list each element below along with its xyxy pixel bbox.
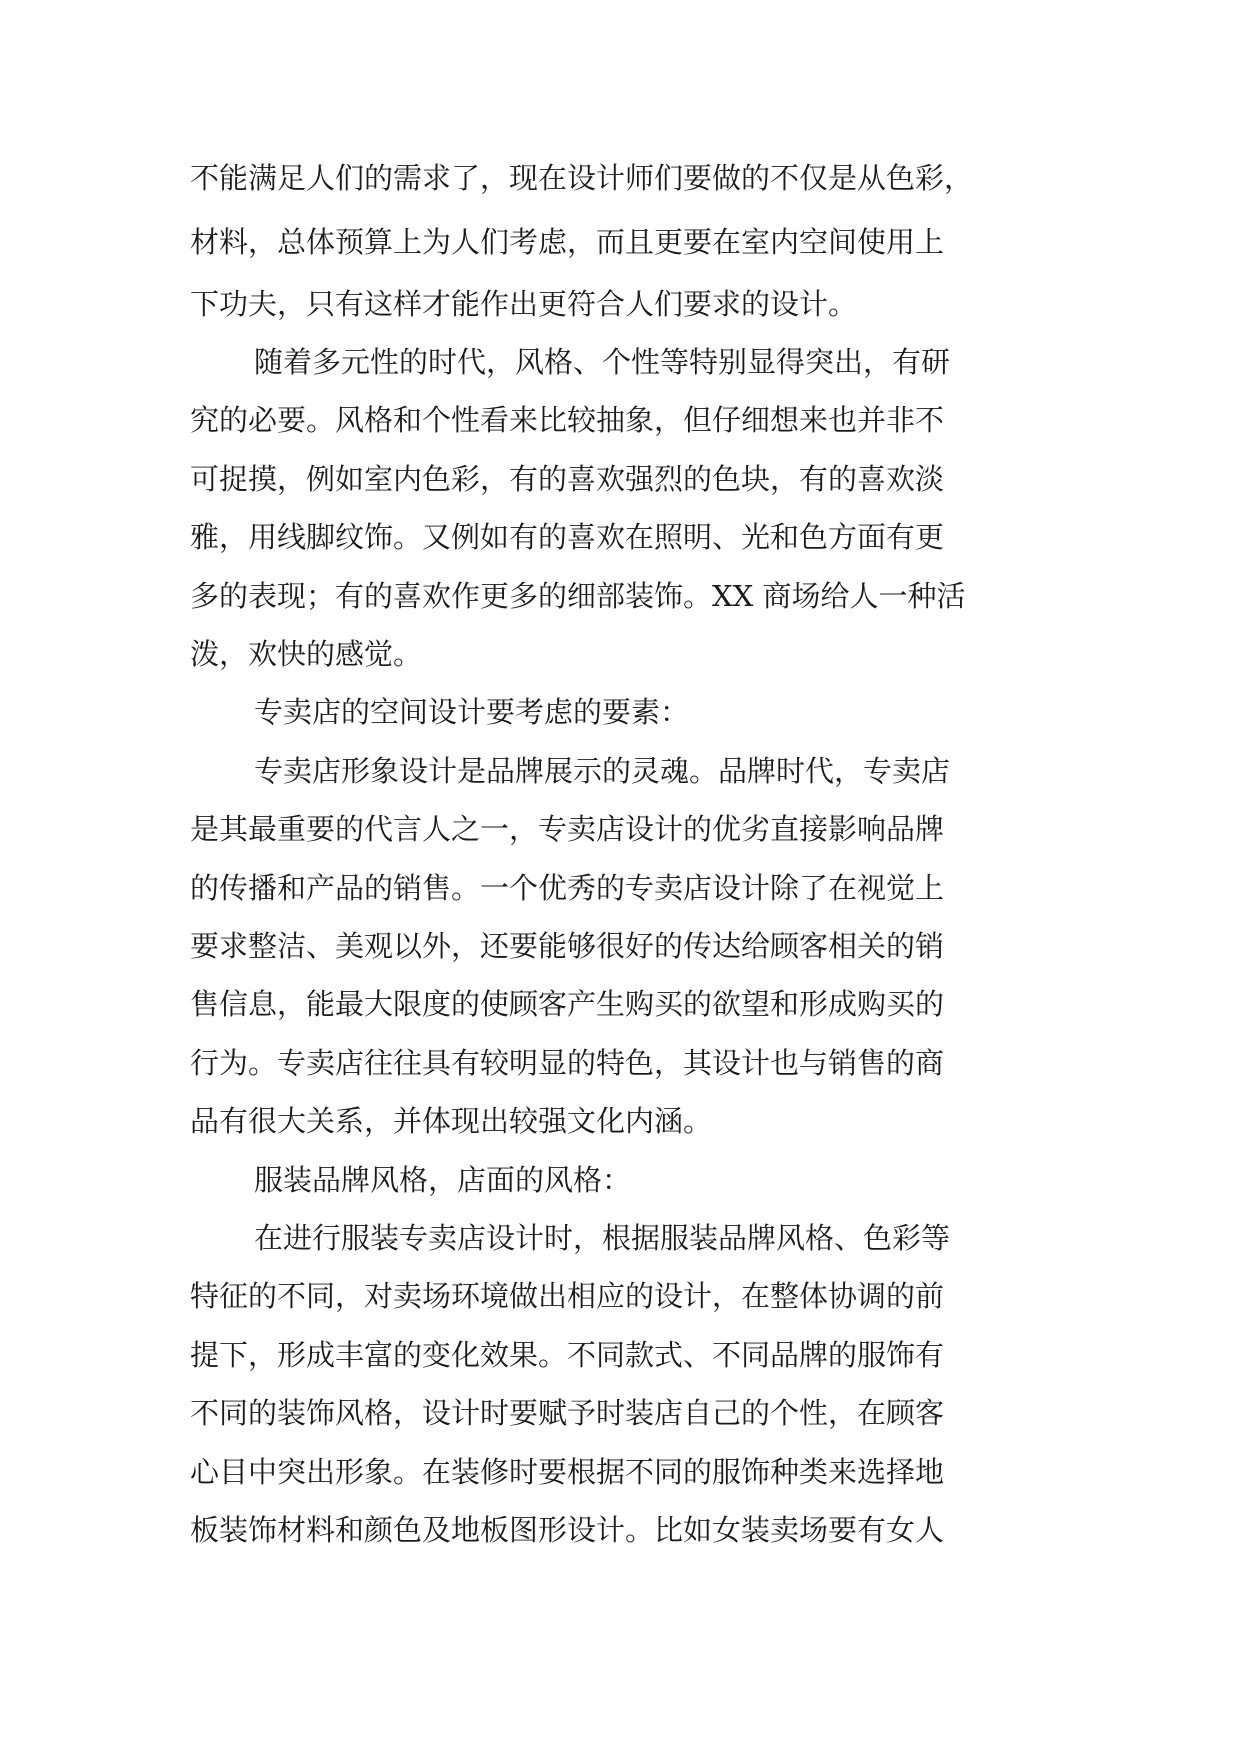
text-line-3: 下功夫，只有这样才能作出更符合人们要求的设计。 (190, 287, 858, 321)
text-line-2: 材料，总体预算上为人们考虑，而且更要在室内空间使用上 (190, 225, 945, 259)
text-line-4: 随着多元性的时代，风格、个性等特别显得突出，有研 (254, 345, 951, 379)
text-line-8: 多的表现；有的喜欢作更多的细部装饰。XX 商场给人一种活 (190, 579, 966, 613)
text-line-12: 是其最重要的代言人之一，专卖店设计的优劣直接影响品牌 (190, 812, 945, 846)
text-line-13: 的传播和产品的销售。一个优秀的专卖店设计除了在视觉上 (190, 871, 945, 905)
text-line-5: 究的必要。风格和个性看来比较抽象，但仔细想来也并非不 (190, 403, 945, 437)
text-line-18: 服装品牌风格，店面的风格： (254, 1163, 632, 1197)
text-line-9: 泼，欢快的感觉。 (190, 637, 423, 671)
text-line-20: 特征的不同，对卖场环境做出相应的设计，在整体协调的前 (190, 1279, 945, 1313)
text-line-17: 品有很大关系，并体现出较强文化内涵。 (190, 1104, 713, 1138)
text-line-24: 板装饰材料和颜色及地板图形设计。比如女装卖场要有女人 (190, 1513, 945, 1547)
text-line-11: 专卖店形象设计是品牌展示的灵魂。品牌时代，专卖店 (254, 754, 951, 788)
text-line-14: 要求整洁、美观以外，还要能够很好的传达给顾客相关的销 (190, 929, 945, 963)
text-line-15: 售信息，能最大限度的使顾客产生购买的欲望和形成购买的 (190, 987, 945, 1021)
text-line-6: 可捉摸，例如室内色彩，有的喜欢强烈的色块，有的喜欢淡 (190, 462, 945, 496)
text-line-19: 在进行服装专卖店设计时，根据服装品牌风格、色彩等 (254, 1221, 951, 1255)
text-line-22: 不同的装饰风格，设计时要赋予时装店自己的个性，在顾客 (190, 1396, 945, 1430)
text-line-7: 雅，用线脚纹饰。又例如有的喜欢在照明、光和色方面有更 (190, 520, 945, 554)
text-line-21: 提下，形成丰富的变化效果。不同款式、不同品牌的服饰有 (190, 1338, 945, 1372)
text-line-23: 心目中突出形象。在装修时要根据不同的服饰种类来选择地 (190, 1455, 945, 1489)
text-line-1: 不能满足人们的需求了，现在设计师们要做的不仅是从色彩， (190, 161, 974, 195)
text-line-10: 专卖店的空间设计要考虑的要素： (254, 695, 690, 729)
text-line-16: 行为。专卖店往往具有较明显的特色，其设计也与销售的商 (190, 1046, 945, 1080)
